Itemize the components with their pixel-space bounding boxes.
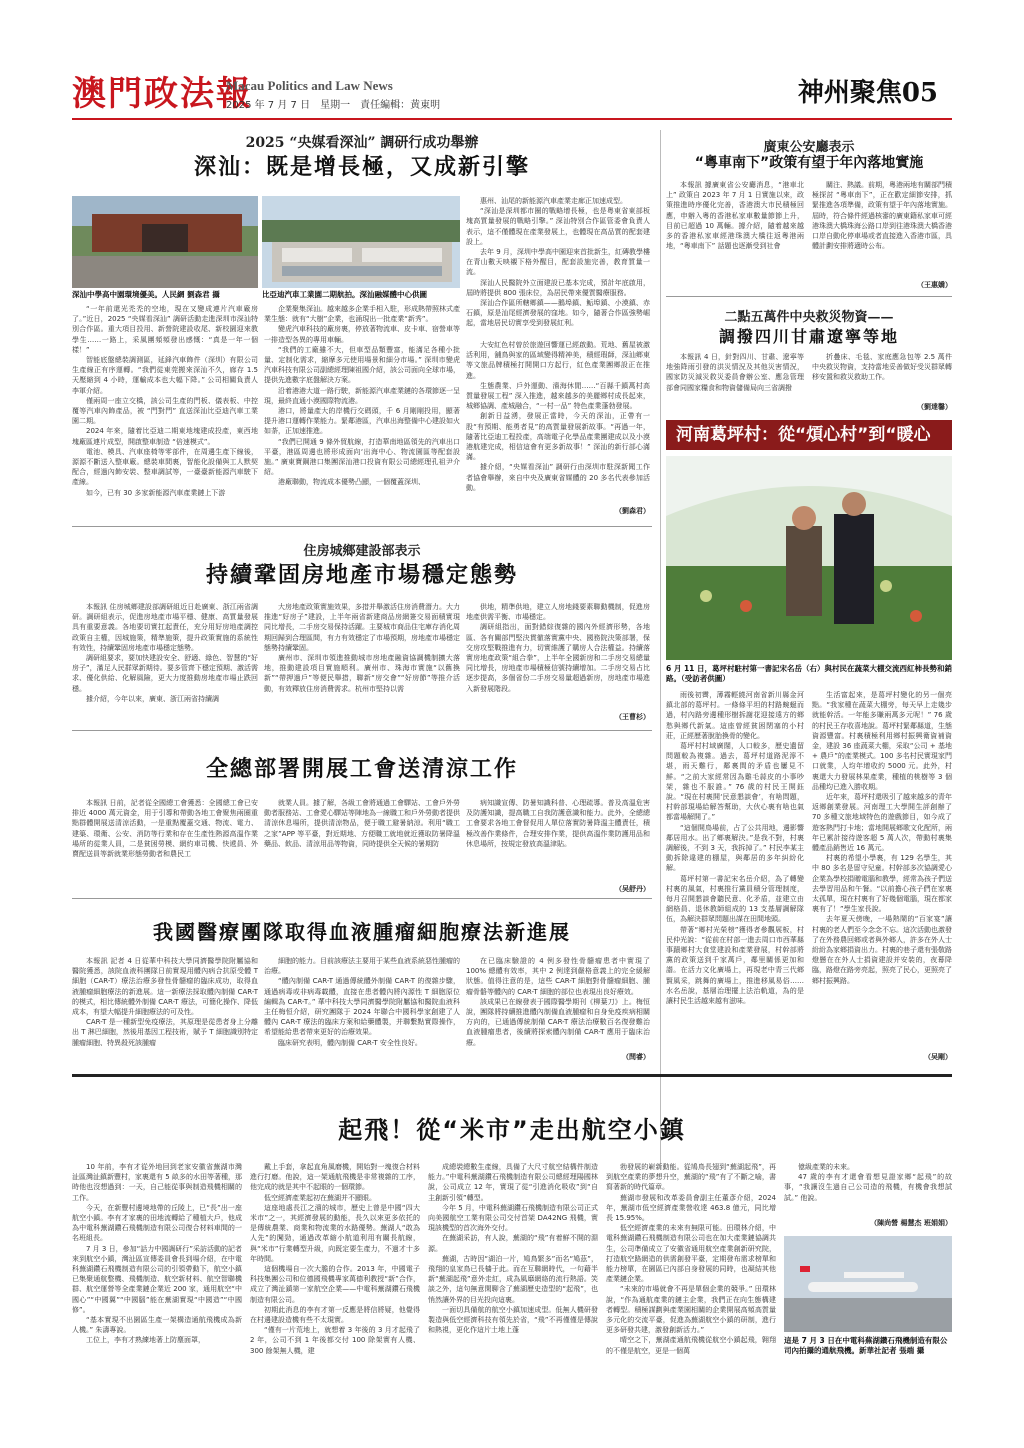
housing-col2: 大房地產政策實施效果，多措并舉激活住房消費潛力。大力推進“好房子”建設，上半年兩省新建商品房網簽交易面積實現同比增長，二手房交易保持活躍。主要城市商品住宅庫存消化周期回歸到合理區間，有力有效穩定了市場預期，房地產市場穩定態勢持續鞏固。 廣州市、深圳市領進推動城市房地產融資協調機制擴大落地，推動建設項目實施順利。廣州市、珠海市實施“以舊換新”“帶押過戶”等便民舉措，聯新“房交會”“好房節”等推介活動，有效釋放住房消費需求。杭州市堅持以需 — [264, 603, 460, 693]
aviation-photo-caption: 這是 7 月 3 日在中電科蕪湖鑽石飛機制造有限公司內拍攝的通航飛機。新華社記者 張端 攝 — [784, 1336, 948, 1355]
relief-kicker: 二點五萬件中央救災物資—— — [724, 310, 894, 325]
gba-kicker: 廣東公安廳表示 — [763, 140, 855, 155]
aviation-col4: 勃發展的嶄新動能。從鳩鳥長翅到“蕪湖起飛”，再到航空產業的夢想升空，蕪湖的“飛”有了不斷之喻，書寫著新的時代篇章。 蕪湖市發展和改革委員會副主任董彥介紹，2024 年，蕪湖市低空經濟產業營收達 463.8 億元，同比增長 15.95%。 低空經濟產業的未來有無限可能。田環林介紹，中電科蕪湖鑽石飛機制造有限公司也在加大產業鏈協調共生，公司準備成立了安徽省通用航空產業創新研究院，打造航空路網造的供需創發平臺，定期發布需求榜單和能力榜單，在園區已內部自身發展的同時，也凝結其他產業鏈企業。 “未來的市場就會不再是單個企業的競爭。” 田環林說，“作為通航產業的鏈主企業，我們正在向生態構建者轉型。積極謀劃與產業園相關的企業開展高頻高質量多元化的交流平臺，促進為蕪湖航空小鎮的研制，進行更多研發共建，激發創新活力。” 晴空之下，蕪湖產通航飛機從航空小鎮起飛，翱翔的不僅是航空，更是一個萬 — [606, 1163, 776, 1355]
aviation-col5: 億級產業的未來。 47 歲的李有才還會看想見證家鄉“起飛”的故事，“我讓沒生過自己公司造的飛機，有機會我想試試。” 他說。 — [784, 1163, 952, 1202]
shantou-col4: 大安紅色村曾於旅遊回響運已經啟動。荒地、舊屋被激活利用，舖鳥與家的區域變得精神美，積經瑕師，深汕鄉東等文旅品牌積極打開開口方起行，紅色產業團鄉設正在推進。 生態農業、戶外運動、濱海休閒……“百縣千鎮萬村高質量發展工程” 深入推進，越來越多的美麗鄉村成長起來，城鄉協調、產城融合，“一村一品” 特色產業蓬勃發展。 創新日益湧，發展正當時，今天的深汕，正帶有一股“有預期、能勇者見”的高質量發展新故事。“再過一年，隨著比亞迪工程投產，高端電子化學品產業團建成以及小漠港航建完成，相信這會有更多新故事！” 深汕的新行部心滿滿。 據介紹，“央媒看深汕” 調研行由深圳市駐深新聞工作者協會舉辦，來自中央及廣東省媒體的 20 多名代表參加活動。 — [466, 341, 650, 492]
relief-headline: 調撥四川甘肅遼寧等地 — [718, 327, 899, 346]
henan-col1: 雨後初霽，薄霧輕繞河南省新川縣金河鎮北部的葛坪村。一條條平坦的村路蜿蜒而過，村內路旁邊種形樹拆謝花迎接遠方的鄉愁與鄉代新氣。這座曾經貧困閉塞的小村莊，正經歷著脫胎換骨的變化。 葛坪村村域廣闊，人口較多，歷史遺留問題較為複雜。過去，葛坪村道路泥濘不堪，雨天難行，鄰裏間的矛盾也屢見不鮮。“之前大家經常因為雞毛蒜皮的小事吵架，雜也不服誰。” 76 歲的村民王開鈺說。“現在村裏開‘民意懇談會’，有啥問題，村幹部現場給解答幫助，大伙心裏有啥也氣都當場解開了。” “這個開鳥場前，占了公共用地，邊影響鄰居用水。出了鄉裏解決。”是我不對，村裏調解後，不到 3 天，我拆掉了。” 村民李某主動拆除違建的棚屋，與鄰居的多年糾紛化解。 葛坪村第一書記宋名岳介紹，為了轉變村裏的風氣，村裏推行黨員積分管理制度，每月召開懇談會聽民意、化矛盾，並建立由網格員、退休教師組成的 13 支基層調解隊伍，為解決群眾問題出謀在田間地頭。 帶著“鄉村光榮榜”獲得者參觀展板，村民仲光說：“從前在村部一進去周口市西華縣事蹟鄉村大食堂建設和產業發展，村幹部將黨的政策送到千家萬戶，鄰里關係更加和諧。在活力文化廣場上，再現老中青三代鄉賢風采，跳舞的廣場上，推進移風易俗……水名岳說，基層治理擺上法治軌道，為的是讓村民生活越來越有滋味。 — [666, 691, 804, 1006]
shantou-photo2-caption: 比亞迪汽車工業園二期航拍。深汕融媒體中心供圖 — [262, 290, 427, 299]
relief-byline: （劉達馨） — [917, 403, 952, 411]
union-col1: 本報訊 日前，記者從全國總工會獲悉：全國總工會已安排近 4000 萬元資金，用于引導和帶動各地工會聚焦兩圈重點群體開展送清涼活動，一是重點覆蓋交通、物流、電力、建築、環衛、公安、消防等行業和存在生產性熱源高溫作業場所的從業人員，二是貧困勞模、網約車司機、快遞員、外賣配送員等新就業形態勞動者和農民工 — [72, 799, 258, 859]
henan-title-bar: 河南葛坪村：從“煩心村”到“暖心 — [666, 420, 952, 450]
section-title: 神州聚焦05 — [797, 78, 938, 108]
union-byline: （吴舒丹） — [615, 885, 650, 893]
aviation-headline: 起飛！從“米市”走出航空小鎮 — [338, 1116, 686, 1144]
relief-col2: 折疊床、毛毯、家庭應急包等 2.5 萬件中央救災物資，支持當地妥善做好受災群眾轉移安置和救災救助工作。 — [812, 353, 952, 382]
henan-photo-caption: 6 月 11 日，葛坪村駐村第一書記宋名岳（右）與村民在蔬菜大棚交流西紅柿長勢和銷路。（受訪者供圖） — [666, 664, 952, 683]
union-col3: 病知識宣傳、防暑知識科普、心理疏導。普及高溫危害及防護知識，提高職工自我防護意識和能力。此外，全總總工會要求各地工會督促用人單位落實防暑降溫主體責任，積極改善作業條件，合理安排作業，提供高溫作業防護用品和休息場所，按規定發放高溫津貼。 — [466, 799, 650, 848]
masthead-logo: 澳門政法報 — [72, 74, 252, 114]
aviation-photo-aircraft — [784, 1236, 952, 1332]
aviation-col3: 成總裝總數生產線，具備了大尺寸航空結構件制造能力。”中電科蕪湖鑽石飛機制造有限公司總經理陽國林說，公司成立 12 年，實現了從“引進消化吸收”到“自主創新引領”轉型。 今年 5 月，中電科蕪湖鑽石飛機制造有限公司正式向美國航空工業有限公司交付首架 DA42NG 飛機，實現該機型的首次海外交付。 在蕪湖采訪，有人說，蕪湖的“飛”有着鮮不開的淵源。 蕪湖，古時因“湖泊一片，鳩鳥繁多”而名“鳩茲”，飛翔的皇家鳥已長檣于此。而在互聯網時代，一句藉半新“蕪湖起飛”意外走紅，成為風靡網絡的流行熱語。笑談之外，這句無意閑聊含了蕪湖歷史造型的“起飛”，也悄然讓外界的目光投向這裏。 一面切具備航的航空小鎮加速成型。低無人機研發製造與低空經濟科技有領先於省，“飛”不再僅僅是傳說和熱視，更化作這片土地上蓬 — [428, 1163, 598, 1335]
shantou-col3: 惠州、汕尾的新能源汽車產業走廊正加速成型。 “深汕是深圳都市圈的戰略增長極，也是粤東省東部板塊高質量發展的戰略引擎。” 深汕特別合作區管委會負責人表示，這不僅體現在產業發展上，也體現在高品質的配套建設上。 去年 9 月，深圳中學高中園迎來首批新生，紅磚教學樓在青山數天映襯下格外醒目，配套設施完善，教育質量一流。 深汕人民醫院外立面建設已基本完成，預計年底啟用，屆時將提供 800 張床位，為居民帶來優質醫療服務。 深汕合作區所轄鄉鎮——鵝埠鎮、鮜埠鎮、小漠鎮、赤石鎮，原是汕尾經濟發展的窪地。如今，隨著合作區強勢崛起，當地居民切實享受到發展紅利。 — [466, 197, 650, 328]
cart-col3: 在已臨床驗證的 4 例多發性骨髓瘤患者中實現了 100% 總體有效率，其中 2 例達到嚴格意義上的完全緩解狀態。值得注意的是，這些 CAR-T 細胞對骨髓瘤細胞、腫瘤骨骼等體內的 CAR-T 細胞的部位也表現出良好療效。 該成果已在線發表于國際醫學期刊《柳葉刀》上。梅恒說，團隊將持續推進體內制備血液腫瘤和自身免疫疾病相關方向的，已通過傳統制備 CAR-T 療法治療數百名復發難治血液腫瘤患者，後續將探索體內制備 CAR-T 應用于臨床治療。 — [466, 957, 650, 1047]
shantou-col2: 企業聚集深汕。越來越多企業手相入駐，形成熱帶照林式產業生態：就有“大樹”企業，也涌現出一批產業“新秀”。 變虎汽車科技的廠房裏，停放著物流車、皮卡車、宿營車等一排造型各異的專用車輛。 “我們的工廠雖不大，但車型品類豐富，能滿足各種小批量、定制化需求，縮摩多元使用場景和細分市場。” 深圳市變虎汽車科技有限公司副總經理陳祖國介紹，該公司面向全球市場，提供先進數字底盤解決方案。 沿着港港大道一路行駛，新能源汽車產業鏈的各環節逐一呈現，最終直通小漠國際物流港。 港口，將量產大的岸機行交碼頭，千 6 月剛剛投用，顯著提升港口運轉作業能力。緊鄰港區，汽車出海整備中心建設如火如荼，正加速推進。 “我們已開通 9 條外貿航線，打造華南地區領先的汽車出口平臺，港區周邊也將形成面向‘出海中心、物流園區等配套設施。” 廣東寶鋼港口集團深汕港口投資有限公司總經理孔祖尹介紹。 港廠聯動，物流成本優勢凸顯，一個覆蓋深圳、 — [264, 305, 460, 487]
cart-col2: 細胞的能力。目前該療法主要用于某些血液系統惡性腫瘤的治療。 “體內制備 CAR-T 通過傳統體外制備 CAR-T 的復雜步驟，通過病毒或非病毒載體，直接在患者體內將內源性 T 細胞原位編輯為 CAR-T。” 華中科技大學同濟醫學院附屬協和醫院血液科主任梅恒介紹，研究團隊于 2024 年聯合中國科學家創建了人體內 CAR-T 療法的臨床方案和給藥體製，并聯繫點實際操作，希望能給患者帶來更好的治療效果。 臨床研究表明，體內制備 CAR-T 安全性良好。 — [264, 957, 460, 1047]
union-headline: 全總部署開展工會送清涼工作 — [205, 757, 518, 782]
shantou-col1: “一年前還光禿禿的空地，現在又變成連片汽車廠房了。”近日，2025 “央媒看深汕” 調研活動走進深圳市深汕特別合作區。重大項目投用、新營院建設收尾、新校園迎來教學生……一路上，采風團頻頻發出感慨：“真是一年一個樣！” 智能底盤總裝調測區，延鋒汽車飾件（深圳）有限公司生產線正有序運轉。“我們從東莞搬來深汕不久，廊存 1.5 天壓縮到 4 小時，運輸成本也大幅下降。” 公司相關負責人李軍介紹。 僅兩周一座立交橋，該公司生產的門板、儀表板、中控覆等汽車內飾產品，被 “門對門” 直送深汕比亞迪汽車工業園二期。 2024 年來，隨着比亞迪二期東地塊建成投產，東西地塊廠區連片成型，開啟整車制造 “倍速模式”。 電池、模具、汽車座椅等零部件，在周邊生產下線後，源源不斷送入整車廠。總裝車間裏，智能化設備與工人默契配合，經過內飾安裝、整車調試等，一臺臺新能源汽車駛下產線。 如今，已有 30 多家新能源汽車產業鏈上下游 — [72, 305, 258, 497]
masthead-date: 2025 年 7 月 7 日 星期一 責任編輯：黄東明 — [226, 100, 441, 111]
shantou-headline: 深汕：既是增長極，又成新引擎 — [193, 155, 530, 180]
henan-col2: 生活富起來，是葛坪村變化的另一個亮點。“我家種在蔬菜大棚旁，每天早上走幾步就能幹活。一年能多賺兩萬多元呢！” 76 歲的村民王存收喜地說。葛坪村緊鄰縣道，生態資源豐富。村裏積極利用鄉村振興衛資補資金，建設 36 座蔬菜大棚，采取“公司 + 基地 + 農戶”的產業模式。100 多名村民實現家門口就業，人均年增收約 5000 元。此外，村裏還大力發展林果產業，種植的桃樹等 3 個品種均已進入勝收期。 近年來，葛坪村還吸引了越來越多的青年返鄉創業發展。河南理工大學開生評創辦了 70 多種文旅地域特色的遊戲節目，如今成了遊客熱門打卡地；當地開展鄉歌文化配所，兩年已累計接待遊客超 5 萬人次，帶動村裏集體產品銷售近 16 萬元。 村裏的希望小學裏，有 129 名學生，其中 80 多名是留守兒童。村幹部多次協調愛心企業為學校捐贈電腦和教學，經常為孩子們送去學習用品和午餐。“以前擔心孩子們在家裏太孤單，現在村裏有了好幾個電腦，現在都家裏有了！”學生家長說。 去年夏天傍晚，一場熱鬧的“百家宴”讓村裏的老人們至今念念不忘。這次活動也激發了在外務農回鄉或者與外鄉人，許多在外人士紛紛為家鄉捐資出力。村裏的巷子還有張敬路燈懸在在外人士捐資建設并安裝的，夜幕降臨，路燈在路旁亮起，照亮了民心，更照亮了鄉村振興路。 — [812, 691, 952, 985]
gba-col2: 關注、熱議。前期，粵港兩地有關部門積極探討 “粵車南下”，正在歡定細節安排，抓緊推進各項準備，政策有望于年內落地實施。屆時，符合條件經過核審的廣東籍私家車可經港珠澳大橋珠海公路口岸到往港珠澳大橋香港口岸自動化停車場或者直接進入香港市區，具體計劃安排將適時公布。 — [812, 181, 952, 251]
gba-byline: （王惠嬌） — [917, 281, 952, 289]
column-divider — [660, 130, 661, 1170]
housing-byline: （王曹杉） — [615, 713, 650, 721]
union-col2: 就業人員。據了解，各級工會將通過工會驛站、工會戶外勞動者服務站、工會愛心驛站等陣地為一線職工和戶外勞動者提供清涼休息場所，提供清涼物品，便于職工避暑納涼。利用“職工之家”APP 等平臺，對近期地、方便職工就地就近獲取防暑降溫藥品、飲品、清涼用品等物資，同時提供全天候的暑期防 — [264, 799, 460, 848]
shantou-byline: （劉森君） — [615, 507, 650, 515]
henan-byline: （吴剛） — [924, 1053, 952, 1061]
housing-headline: 持續鞏固房地產市場穩定態勢 — [205, 563, 518, 588]
housing-col1: 本報訊 住房城鄉建設部調研組近日赴廣東、浙江兩省調研。調研組表示，促進房地產市場平穩、健康、高質量發展具有重要意義。各地要切實扛起責任，充分用好房地產調控政策自主權，因城施策，精準施策，提升政策實施的系統性有效性，持續鞏固房地產市場穩定態勢。 調研組要求，要加快建設安全、舒適、綠色、智慧的“好房子”，滿足人民群眾新期待。要多管齊下穩定預期、激活需求、優化供給、化解風險，更大力度推動房地產市場止跌回穩。 據介紹，今年以來，廣東、浙江兩省持續調 — [72, 603, 258, 703]
aviation-top-rule — [72, 1074, 952, 1077]
aviation-byline: （陳尚營 楊慧杰 班娟娟） — [870, 1219, 952, 1227]
shantou-kicker: 2025 “央媒看深汕” 調研行成功舉辦 — [245, 135, 479, 151]
henan-photo-greenhouse — [666, 456, 952, 660]
masthead-english: Macau Politics and Law News — [226, 78, 393, 93]
cart-headline: 我國醫療團隊取得血液腫瘤細胞療法新進展 — [153, 920, 571, 944]
divider — [72, 526, 652, 527]
divider — [666, 296, 952, 297]
housing-kicker: 住房城鄉建設部表示 — [303, 544, 421, 559]
cart-col1: 本報訊 記者 4 日從華中科技大學同濟醫學院附屬協和醫院獲悉，該院血液科團隊日前實現用體內病合抗原受體 T 細胞（CAR-T）療法治療多發性骨髓瘤的臨床成功，取得血液腫瘤細胞療法的新進展。這一新療法採取體內制備 CAR-T 的模式，相比傳統體外制備 CAR-T 療法，可簡化操作、降低成本，有望大幅提升細胞療法的可及性。 CAR-T 是一種新型免疫療法，其原理是從患者身上分離出 T 淋巴細胞，然後用基因工程技術，賦予 T 細胞識別特定腫瘤細胞、特異殺死該腫瘤 — [72, 957, 258, 1047]
gba-col1: 本報訊 據廣東省公安廳消息，“港車北上” 政策自 2023 年 7 月 1 日實施以來，政策推進時序優化完善，香港澳大市民積極回應，申辦入粵的香港私家車數量節節上升，目前已超過 10 萬輛。據介紹，隨着越來越多的香港私家車經港珠澳大橋往返粵港兩地，“粵車南下” 話題也逐漸受到社會 — [666, 181, 804, 251]
cart-byline: （閆睿） — [622, 1053, 650, 1061]
divider — [72, 898, 652, 899]
aviation-col2: 戴上手套，拿起直角風磨機，開始對一塊復合材料進行打磨。他說，這一架通航飛機是非常複雜的工序，他完成的就是其中不起眼的一個環節。 低空經濟產業起初在蕪湖并不顯眼。 這座地處長江之濱的城市，歷史上曾是中國“四大米市”之一，其經濟發展的動能，長久以來更多依托的是傳統農業、商業和物流業的水路優勢。蕪湖人“敢為人先”的闖勁，通過改革縮小航道利用有關長航線，與“米市”行業轉型升級，向既定要生產力，不過才十多年時間。 這個機場自一次大膽的合作。2013 年，中國電子科技集團公司和位德國飛機專家萬德利教授“新”合作，成立了灣沚鎮第一家航空企業——中電科蕪湖鑽石飛機制造有限公司。 初期此消息的李有才第一反應是將信將疑，他覺得在村邊建設造機有些不太現實。 “僅有一片荒地上，就想着 3 年後的 3 月才起飛了 2 年，公司不到 1 年後都交付 100 除架實有人機、300 餘架無人機，建 — [250, 1163, 420, 1355]
shantou-photo-industrial-park — [262, 196, 460, 288]
shantou-photo1-caption: 深汕中學高中園環境優美。人民網 劉森君 攝 — [72, 290, 220, 299]
divider — [72, 730, 652, 731]
gba-headline: “粵車南下”政策有望于年內落地實施 — [694, 155, 924, 171]
shantou-photo-school — [72, 196, 258, 288]
masthead-rule — [72, 118, 952, 120]
housing-col3: 供地，精準供地，建立人房地錢要素聯動機制，促進房地產供需平衡、市場穩定。 調研組指出，面對錯綜復雜的國內外經濟形勢，各地區、各有關部門堅決貫徹落實黨中央、國務院決策部署，保交房攻堅戰推進有力，切實維護了購房人合法權益。持續落實房地產政策“組合拳”，上半年全國新房和二手房交易總量同比增長，房地產市場積極信號持續增加。二手房交易占比逐步提高，多個省份二手房交易量超過新房，房地產市場進入新發展階段。 — [466, 603, 650, 693]
aviation-col1: 10 年前，李有才從外地回到老家安徽省蕪湖市灣沚區灣沚鎮新豐村，家裏還有 5 畝多的水田等著種，那時他也沒想過到：一天，自己能從事與制造飛機相關的工作。 今天，在新豐村邊境地帶的丘陵上，已“長”出一座航空小鎮。李有才家裏的田地流轉給了種植大戶，他成為中電科蕪湖鑽石飛機制造有限公司復合材料車間的一名班組長。 7 月 3 日，參加“話力中國調研行”采訪活動的記者來到航空小鎮，灣沚區宣傳委員會長到場介紹，在中電科蕪湖鑽石飛機制造有限公司的引領帶動下，航空小鎮已集聚通航整機、飛機制造、航空新材料、航空智聯機群、航空運營等全產業鏈企業近 200 家，通用航空“中國心”“中國翼”“中國腦”能在蕪湖實現“中國造”“中國修”。 “基本實現不出園區生產一架構造通航飛機成為新人機。” 朱濤專說。 工位上，李有才熟練地著上防塵面罩， — [72, 1163, 242, 1345]
relief-col1: 本報訊 4 日，針對四川、甘肅、遼寧等地強降雨引發的洪災情況及其他災害情況，國家防災減災救災委員會辦公室、應急管理部會同國家糧食和物資儲備局向三省調撥 — [666, 353, 804, 392]
